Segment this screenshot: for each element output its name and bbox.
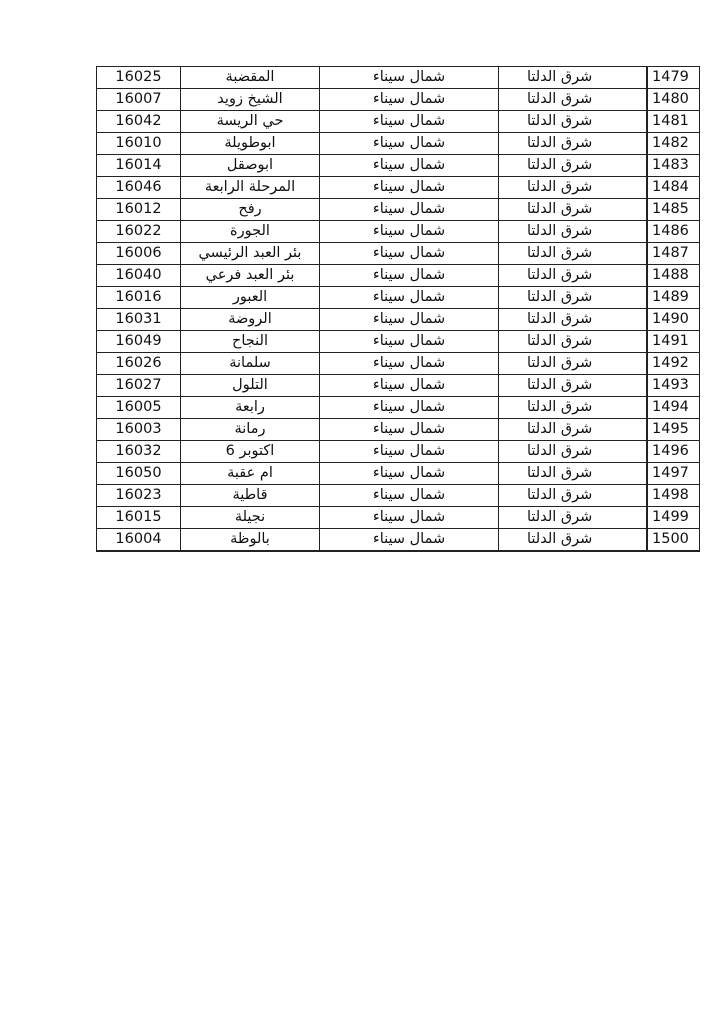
office-name-cell: المقضبة	[181, 67, 320, 89]
postal-code-cell: 16046	[97, 177, 181, 199]
office-name-cell: رفح	[181, 199, 320, 221]
region-cell: شرق الدلتا	[499, 133, 648, 155]
office-name-cell: ابوطويلة	[181, 133, 320, 155]
postal-code-cell: 16003	[97, 419, 181, 441]
governorate-cell: شمال سيناء	[320, 111, 499, 133]
office-name-cell: بالوظة	[181, 529, 320, 552]
row-number-cell: 1491	[647, 331, 700, 353]
governorate-cell: شمال سيناء	[320, 353, 499, 375]
region-cell: شرق الدلتا	[499, 397, 648, 419]
governorate-cell: شمال سيناء	[320, 243, 499, 265]
row-number-cell: 1484	[647, 177, 700, 199]
governorate-cell: شمال سيناء	[320, 529, 499, 552]
row-number-cell: 1480	[647, 89, 700, 111]
governorate-cell: شمال سيناء	[320, 441, 499, 463]
governorate-cell: شمال سيناء	[320, 177, 499, 199]
row-number-cell: 1482	[647, 133, 700, 155]
governorate-cell: شمال سيناء	[320, 287, 499, 309]
office-name-cell: رمانة	[181, 419, 320, 441]
row-number-cell: 1495	[647, 419, 700, 441]
office-name-cell: رابعة	[181, 397, 320, 419]
table-row	[97, 221, 700, 243]
office-name-cell: العبور	[181, 287, 320, 309]
table-row	[97, 441, 700, 463]
governorate-cell: شمال سيناء	[320, 331, 499, 353]
postal-code-cell: 16032	[97, 441, 181, 463]
region-cell: شرق الدلتا	[499, 353, 648, 375]
table-row	[97, 375, 700, 397]
row-number-cell: 1493	[647, 375, 700, 397]
table-row	[97, 397, 700, 419]
table-row	[97, 133, 700, 155]
region-cell: شرق الدلتا	[499, 375, 648, 397]
office-name-cell: النجاح	[181, 331, 320, 353]
governorate-cell: شمال سيناء	[320, 375, 499, 397]
office-name-cell: ابوصقل	[181, 155, 320, 177]
table-row	[97, 309, 700, 331]
region-cell: شرق الدلتا	[499, 265, 648, 287]
table-row	[97, 529, 700, 552]
table-row	[97, 507, 700, 529]
governorate-cell: شمال سيناء	[320, 463, 499, 485]
office-name-cell: قاطية	[181, 485, 320, 507]
region-cell: شرق الدلتا	[499, 111, 648, 133]
table-row	[97, 177, 700, 199]
region-cell: شرق الدلتا	[499, 529, 648, 552]
postal-code-cell: 16031	[97, 309, 181, 331]
data-table	[96, 66, 700, 552]
governorate-cell: شمال سيناء	[320, 485, 499, 507]
office-name-cell: الجورة	[181, 221, 320, 243]
row-number-cell: 1487	[647, 243, 700, 265]
row-number-cell: 1483	[647, 155, 700, 177]
region-cell: شرق الدلتا	[499, 309, 648, 331]
postal-code-cell: 16007	[97, 89, 181, 111]
row-number-cell: 1496	[647, 441, 700, 463]
office-name-cell: حي الريسة	[181, 111, 320, 133]
postal-code-cell: 16050	[97, 463, 181, 485]
row-number-cell: 1485	[647, 199, 700, 221]
row-number-cell: 1494	[647, 397, 700, 419]
office-name-cell: سلمانة	[181, 353, 320, 375]
governorate-cell: شمال سيناء	[320, 133, 499, 155]
row-number-cell: 1488	[647, 265, 700, 287]
postal-code-cell: 16049	[97, 331, 181, 353]
region-cell: شرق الدلتا	[499, 463, 648, 485]
region-cell: شرق الدلتا	[499, 221, 648, 243]
governorate-cell: شمال سيناء	[320, 419, 499, 441]
governorate-cell: شمال سيناء	[320, 89, 499, 111]
office-name-cell: اكتوبر 6	[181, 441, 320, 463]
table-row	[97, 111, 700, 133]
table-row	[97, 89, 700, 111]
table-row	[97, 243, 700, 265]
region-cell: شرق الدلتا	[499, 419, 648, 441]
postal-code-cell: 16010	[97, 133, 181, 155]
region-cell: شرق الدلتا	[499, 199, 648, 221]
postal-code-cell: 16026	[97, 353, 181, 375]
postal-code-cell: 16025	[97, 67, 181, 89]
postal-code-cell: 16004	[97, 529, 181, 552]
table-body	[97, 67, 700, 552]
region-cell: شرق الدلتا	[499, 441, 648, 463]
governorate-cell: شمال سيناء	[320, 309, 499, 331]
postal-code-cell: 16005	[97, 397, 181, 419]
row-number-cell: 1497	[647, 463, 700, 485]
postal-code-cell: 16015	[97, 507, 181, 529]
postal-code-cell: 16040	[97, 265, 181, 287]
table-row	[97, 67, 700, 89]
postal-code-cell: 16023	[97, 485, 181, 507]
row-number-cell: 1486	[647, 221, 700, 243]
table-row	[97, 485, 700, 507]
postal-code-cell: 16042	[97, 111, 181, 133]
row-number-cell: 1499	[647, 507, 700, 529]
postal-code-cell: 16027	[97, 375, 181, 397]
postal-code-cell: 16022	[97, 221, 181, 243]
table-row	[97, 331, 700, 353]
office-name-cell: ام عقبة	[181, 463, 320, 485]
region-cell: شرق الدلتا	[499, 155, 648, 177]
governorate-cell: شمال سيناء	[320, 397, 499, 419]
office-name-cell: نجيلة	[181, 507, 320, 529]
table-row	[97, 265, 700, 287]
governorate-cell: شمال سيناء	[320, 155, 499, 177]
row-number-cell: 1490	[647, 309, 700, 331]
governorate-cell: شمال سيناء	[320, 507, 499, 529]
region-cell: شرق الدلتا	[499, 287, 648, 309]
table-row	[97, 287, 700, 309]
region-cell: شرق الدلتا	[499, 243, 648, 265]
row-number-cell: 1500	[647, 529, 700, 552]
row-number-cell: 1489	[647, 287, 700, 309]
office-name-cell: المرحلة الرابعة	[181, 177, 320, 199]
postal-code-cell: 16014	[97, 155, 181, 177]
row-number-cell: 1479	[647, 67, 700, 89]
table-row	[97, 155, 700, 177]
region-cell: شرق الدلتا	[499, 177, 648, 199]
row-number-cell: 1492	[647, 353, 700, 375]
region-cell: شرق الدلتا	[499, 485, 648, 507]
region-cell: شرق الدلتا	[499, 89, 648, 111]
governorate-cell: شمال سيناء	[320, 221, 499, 243]
office-name-cell: بئر العبد الرئيسي	[181, 243, 320, 265]
row-number-cell: 1498	[647, 485, 700, 507]
table-row	[97, 463, 700, 485]
governorate-cell: شمال سيناء	[320, 265, 499, 287]
governorate-cell: شمال سيناء	[320, 67, 499, 89]
region-cell: شرق الدلتا	[499, 67, 648, 89]
office-name-cell: الروضة	[181, 309, 320, 331]
row-number-cell: 1481	[647, 111, 700, 133]
region-cell: شرق الدلتا	[499, 331, 648, 353]
office-name-cell: بئر العبد فرعي	[181, 265, 320, 287]
table-row	[97, 419, 700, 441]
table-row	[97, 353, 700, 375]
governorate-cell: شمال سيناء	[320, 199, 499, 221]
postal-code-cell: 16016	[97, 287, 181, 309]
postal-code-cell: 16006	[97, 243, 181, 265]
office-name-cell: الشيخ زويد	[181, 89, 320, 111]
region-cell: شرق الدلتا	[499, 507, 648, 529]
table-row	[97, 199, 700, 221]
office-name-cell: التلول	[181, 375, 320, 397]
postal-code-cell: 16012	[97, 199, 181, 221]
